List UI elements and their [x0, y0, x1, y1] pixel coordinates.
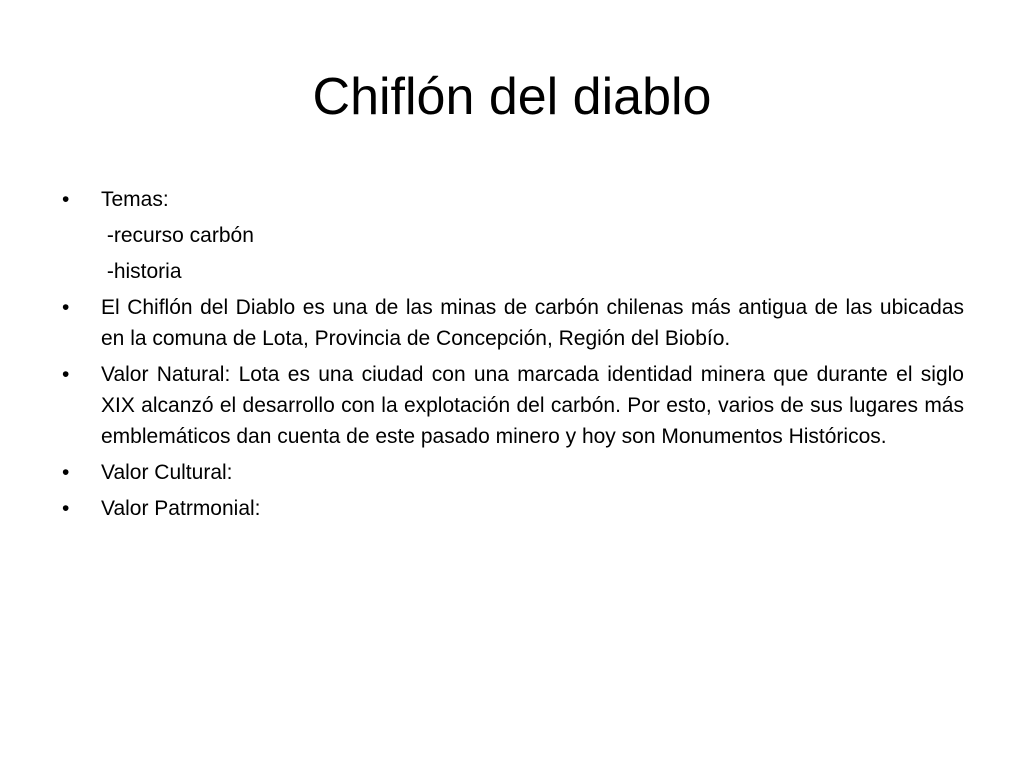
bullet-text: Valor Natural: Lota es una ciudad con una marcada identidad minera que durante el siglo XIX alcanzó el desarrollo con la explotación del carbón. Por esto, varios de sus lugares más emblemáticos dan cuenta de este pasado minero y hoy son Monumentos Históricos.	[101, 363, 964, 448]
slide-body	[62, 184, 964, 529]
sub-item-text: -recurso carbón	[101, 224, 254, 247]
bullet-item-valor-natural	[62, 359, 964, 452]
bullet-dot: •	[62, 296, 70, 319]
bullet-text: Valor Patrmonial:	[101, 497, 261, 520]
sub-item-historia	[62, 256, 964, 287]
bullet-item-valor-cultural	[62, 457, 964, 488]
sub-item-recurso-carbon	[62, 220, 964, 251]
bullet-text: Temas:	[101, 188, 169, 211]
bullet-dot: •	[62, 188, 70, 211]
bullet-item-valor-patrimonial	[62, 493, 964, 524]
bullet-dot: •	[62, 461, 70, 484]
bullet-dot: •	[62, 497, 70, 520]
bullet-dot: •	[62, 363, 70, 386]
slide-title: Chiflón del diablo	[312, 68, 712, 126]
bullet-item-temas	[62, 184, 964, 215]
bullet-text: El Chiflón del Diablo es una de las minas de carbón chilenas más antigua de las ubicadas en la comuna de Lota, Provincia de Concepción, Región del Biobío.	[101, 296, 964, 350]
bullet-item-description	[62, 292, 964, 354]
sub-item-text: -historia	[101, 260, 182, 283]
bullet-text: Valor Cultural:	[101, 461, 233, 484]
